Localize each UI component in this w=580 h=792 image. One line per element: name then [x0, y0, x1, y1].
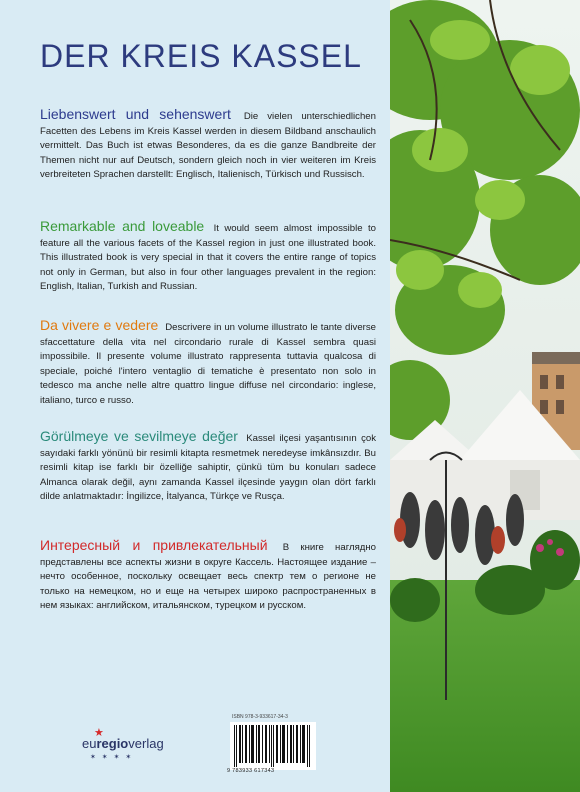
heading-italian: Da vivere e vedere [40, 317, 159, 333]
heading-german: Liebenswert und sehenswert [40, 106, 231, 122]
section-russian [40, 538, 376, 614]
heading-turkish: Görülmeye ve sevilmeye değer [40, 428, 238, 444]
text-russian: В книге наглядно представлены все аспекты жизни в округе Кассель. Настоящее издание – нечто особенное, поскольку освещает весь спектр тем о регионе не только на немецком, но и еще на четырех широко распространенных в нем языках: английском, итальянском, турецком и русском. [40, 542, 377, 612]
heading-english: Remarkable and loveable [40, 218, 205, 234]
publisher-name-part2: regio [96, 736, 129, 751]
section-german [40, 107, 376, 183]
section-english [40, 219, 376, 295]
heading-russian: Интересный и привлекательный [40, 537, 268, 553]
cover-photo [390, 0, 580, 792]
star-icon: ★ [94, 727, 104, 739]
text-german: Die vielen unterschiedlichen Facetten des Lebens im Kreis Kassel werden in diesem Bildband anschaulich vermittelt. Das Buch ist etwas Besonderes, da es die ganze Bandbreite der Themen nicht nur auf Deutsch, sondern gleich noch in vier weiteren im Kreis verbreiteten Sprachen darstellt: Englisch, Italienisch, Türkisch und Russisch. [40, 111, 376, 181]
publisher-logo [82, 728, 182, 768]
cover-title: DER KREIS KASSEL [40, 38, 362, 74]
barcode-icon [230, 722, 316, 770]
stars-icon: ✶ ✶ ✶ ✶ [90, 754, 134, 761]
publisher-name-part1: eu [82, 736, 97, 751]
barcode-number: 9 783933 617343 [227, 768, 275, 774]
section-italian [40, 318, 376, 409]
section-turkish [40, 429, 376, 505]
text-italian: Descrivere in un volume illustrato le tante diverse sfaccettature della vita nel circondario rurale di Kassel sembra quasi impossibile. Il presente volume illustrato rappresenta tuttavia qualcosa di speciale, poiché l'intero ventaglio di tematiche è presentato non solo in tedesco ma anche nelle altre quattro lingue diffuse nel circondario: inglese, italiano, turco e russo. [40, 322, 376, 406]
isbn-label: ISBN 978-3-933617-34-3 [232, 714, 288, 720]
text-turkish: Kassel ilçesi yaşantısının çok sayıdaki farklı yönünü bir resimli kitapta resmetmek neredeyse imkânsızdır. Bu resimli kitap ise farklı bir özelliğe sahiptir, çünkü tüm bu konuları sadece Almanca olarak değil, aynı zamanda Kassel ilçesinde yaygın olan dört farklı dilde anlatmaktadır: İngilizce, İtalyanca, Türkçe ve Rusça. [40, 433, 376, 503]
publisher-name-part3: verlag [128, 736, 164, 751]
text-english: It would seem almost impossible to feature all the various facets of the Kassel region in just one illustrated book. This illustrated book is very special in that it covers the entire range of topics not only in German, but also in four other languages prevalent in the region: English, Italian, Turkish and Russian. [40, 223, 376, 293]
